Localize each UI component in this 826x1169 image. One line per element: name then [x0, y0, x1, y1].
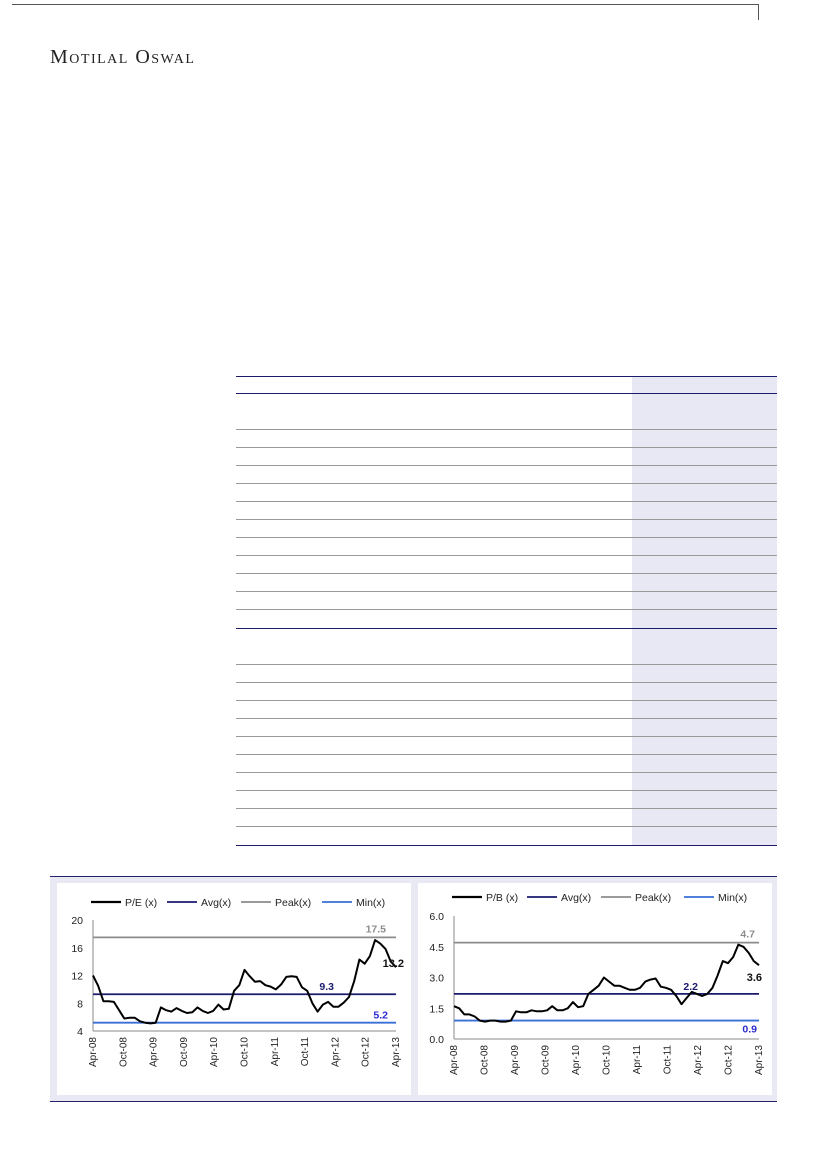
- table-rule: [236, 591, 777, 592]
- data-table: [236, 376, 777, 846]
- table-rule: [236, 519, 777, 520]
- legend-label: Peak(x): [635, 892, 672, 904]
- legend-label: Avg(x): [561, 892, 592, 904]
- pe-chart: [57, 883, 411, 1095]
- top-rule-corner: [758, 4, 759, 20]
- x-tick-label: Oct-11: [662, 1045, 674, 1075]
- table-rule: [236, 790, 777, 791]
- table-rule: [236, 501, 777, 502]
- x-tick-label: Apr-10: [571, 1045, 582, 1076]
- y-tick-label: 12: [71, 970, 83, 983]
- table-rule: [236, 537, 777, 538]
- pe-chart-svg: [57, 883, 411, 1095]
- x-tick-label: Apr-13: [391, 1037, 402, 1068]
- top-rule: [12, 4, 758, 5]
- series-line: [93, 940, 396, 1023]
- reference-label: 4.7: [740, 928, 755, 941]
- table-rule: [236, 718, 777, 719]
- legend-label: Min(x): [356, 897, 386, 909]
- x-tick-label: Apr-09: [510, 1045, 521, 1076]
- table-rule: [236, 609, 777, 610]
- pb-chart: [418, 883, 772, 1095]
- x-tick-label: Apr-10: [209, 1037, 221, 1068]
- reference-label: 2.2: [683, 980, 698, 993]
- table-rule: [236, 447, 777, 448]
- table-rule: [236, 628, 777, 629]
- y-tick-label: 20: [71, 915, 83, 927]
- legend-label: Avg(x): [201, 897, 232, 909]
- x-tick-label: Apr-11: [632, 1045, 643, 1075]
- y-tick-label: 0.0: [429, 1034, 444, 1046]
- table-rule: [236, 376, 777, 377]
- legend-label: Min(x): [718, 892, 748, 904]
- table-rule: [236, 700, 777, 701]
- table-rule: [236, 772, 777, 773]
- x-tick-label: Oct-10: [601, 1045, 613, 1076]
- x-tick-label: Apr-12: [693, 1045, 704, 1076]
- end-value-label: 3.6: [746, 972, 762, 984]
- table-rule: [236, 429, 777, 430]
- reference-label: 0.9: [742, 1023, 757, 1036]
- table-rule: [236, 555, 777, 556]
- table-rule: [236, 754, 777, 755]
- pb-chart-svg: [418, 883, 772, 1095]
- y-tick-label: 1.5: [429, 1003, 444, 1016]
- legend-label: P/E (x): [125, 897, 158, 909]
- y-tick-label: 3.0: [429, 972, 444, 985]
- table-rule: [236, 573, 777, 574]
- x-tick-label: Oct-08: [479, 1045, 491, 1076]
- x-tick-label: Apr-13: [754, 1045, 765, 1076]
- x-tick-label: Oct-09: [540, 1045, 552, 1076]
- table-rule: [236, 826, 777, 827]
- reference-label: 17.5: [365, 923, 386, 936]
- y-tick-label: 8: [77, 998, 83, 1011]
- table-rule: [236, 682, 777, 683]
- x-tick-label: Oct-11: [300, 1037, 312, 1067]
- x-tick-label: Oct-10: [239, 1037, 251, 1068]
- x-tick-label: Oct-12: [723, 1045, 735, 1076]
- x-tick-label: Apr-11: [269, 1037, 281, 1067]
- brand-logo: Motilal Oswal: [50, 46, 196, 68]
- x-tick-label: Oct-09: [178, 1037, 190, 1068]
- legend-label: Peak(x): [275, 897, 312, 909]
- table-rule: [236, 845, 777, 846]
- y-tick-label: 4.5: [429, 941, 444, 954]
- x-tick-label: Oct-12: [360, 1037, 372, 1068]
- y-tick-label: 16: [71, 942, 83, 955]
- reference-label: 9.3: [319, 981, 334, 994]
- reference-label: 5.2: [373, 1009, 388, 1022]
- table-rule: [236, 736, 777, 737]
- x-tick-label: Apr-12: [330, 1037, 342, 1068]
- table-rule: [236, 465, 777, 466]
- table-rule: [236, 808, 777, 809]
- table-rule: [236, 393, 777, 394]
- x-tick-label: Apr-09: [148, 1037, 160, 1068]
- series-line: [454, 945, 759, 1022]
- table-rule: [236, 483, 777, 484]
- end-value-label: 13.2: [382, 958, 404, 970]
- x-tick-label: Oct-08: [118, 1037, 130, 1068]
- table-rule: [236, 664, 777, 665]
- x-tick-label: Apr-08: [88, 1037, 99, 1068]
- x-tick-label: Apr-08: [449, 1045, 460, 1076]
- y-tick-label: 4: [77, 1026, 83, 1038]
- legend-label: P/B (x): [486, 892, 519, 904]
- y-tick-label: 6.0: [429, 911, 444, 923]
